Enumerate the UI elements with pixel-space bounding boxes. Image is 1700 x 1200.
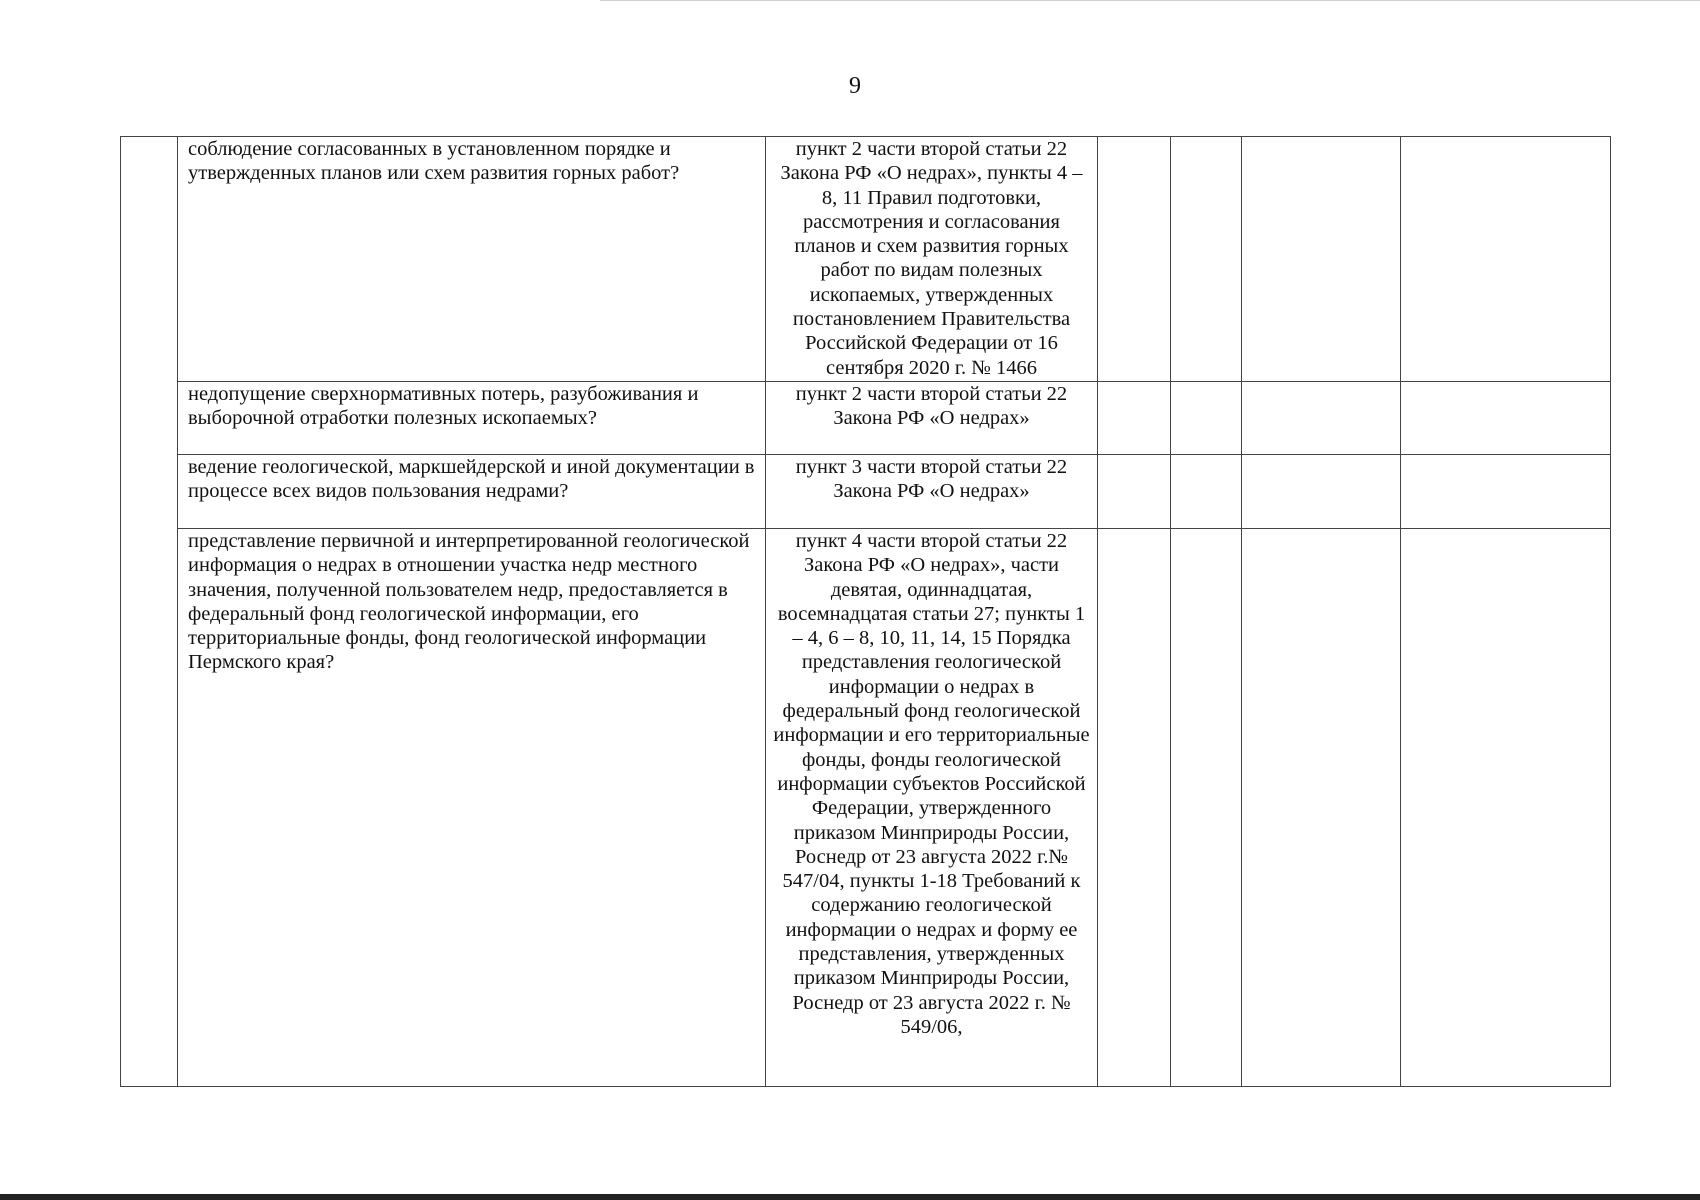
reference-cell: пункт 4 части второй статьи 22 Закона РФ «О недрах», части девятая, одиннадцатая, восемнадцатая статьи 27; пункты 1 – 4, 6 – 8, 10, 11, 14, 15 Порядка представления геологической информации о недрах в федеральный фонд геологической информации и его территориальные фонды, фонды геологической информации субъектов Российской Федерации, утвержденного приказом Минприроды России, Роснедр от 23 августа 2022 г.№ 547/04, пункты 1-18 Требований к содержанию геологической информации о недрах и форму ее представления, утвержденных приказом Минприроды России, Роснедр от 23 августа 2022 г. № 549/06, — [766, 529, 1098, 1087]
question-cell: представление первичной и интерпретированной геологической информация о недрах в отношении участка недр местного значения, полученной пользователем недр, предоставляется в федеральный фонд геологической информации, его территориальные фонды, фонд геологической информации Пермского края? — [178, 529, 766, 1087]
scan-bottom-edge — [0, 1194, 1700, 1200]
scan-top-edge — [600, 0, 1700, 1]
answer-yes-cell — [1098, 529, 1171, 1087]
question-cell: соблюдение согласованных в установленном порядке и утвержденных планов или схем развития горных работ? — [178, 137, 766, 382]
table-row — [121, 137, 1611, 382]
reference-cell: пункт 2 части второй статьи 22 Закона РФ «О недрах», пункты 4 – 8, 11 Правил подготовки, рассмотрения и согласования планов и схем развития горных работ по видам полезных ископаемых, утвержденных постановлением Правительства Российской Федерации от 16 сентября 2020 г. № 1466 — [766, 137, 1098, 382]
answer-yes-cell — [1098, 137, 1171, 382]
question-cell: недопущение сверхнормативных потерь, разубоживания и выборочной отработки полезных ископаемых? — [178, 382, 766, 455]
table-row — [121, 382, 1611, 455]
answer-na-cell — [1242, 455, 1401, 529]
note-cell — [1401, 382, 1611, 455]
table-row — [121, 529, 1611, 1087]
note-cell — [1401, 455, 1611, 529]
note-cell — [1401, 529, 1611, 1087]
answer-no-cell — [1171, 529, 1242, 1087]
answer-yes-cell — [1098, 455, 1171, 529]
reference-cell: пункт 2 части второй статьи 22 Закона РФ «О недрах» — [766, 382, 1098, 455]
answer-no-cell — [1171, 382, 1242, 455]
answer-na-cell — [1242, 137, 1401, 382]
row-number-cell — [121, 137, 178, 1087]
note-cell — [1401, 137, 1611, 382]
reference-cell: пункт 3 части второй статьи 22 Закона РФ «О недрах» — [766, 455, 1098, 529]
answer-no-cell — [1171, 455, 1242, 529]
question-cell: ведение геологической, маркшейдерской и иной документации в процессе всех видов пользования недрами? — [178, 455, 766, 529]
checklist-table — [120, 136, 1611, 1087]
answer-na-cell — [1242, 382, 1401, 455]
page-number: 9 — [849, 73, 861, 99]
answer-yes-cell — [1098, 382, 1171, 455]
answer-na-cell — [1242, 529, 1401, 1087]
table-row — [121, 455, 1611, 529]
answer-no-cell — [1171, 137, 1242, 382]
